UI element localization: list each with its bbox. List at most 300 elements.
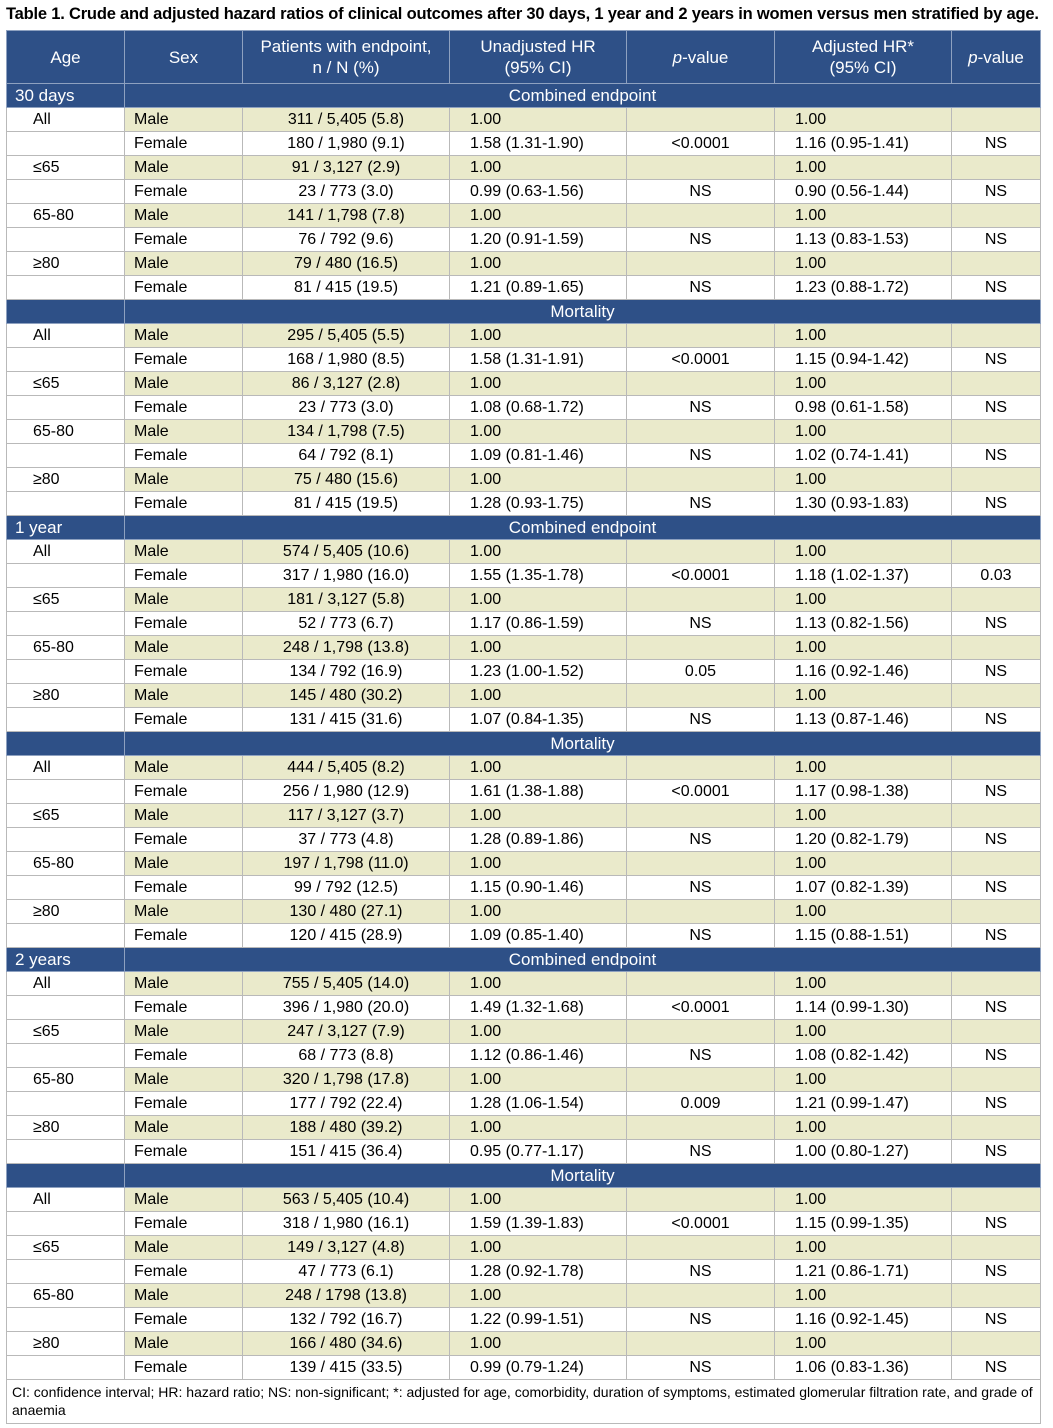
sex-cell: Female (125, 132, 243, 156)
age-cell (7, 492, 125, 516)
adjusted-pvalue-cell (952, 540, 1041, 564)
adjusted-pvalue-cell: NS (952, 876, 1041, 900)
age-cell: 65-80 (7, 1284, 125, 1308)
sex-cell: Male (125, 468, 243, 492)
unadjusted-hr-cell: 1.00 (450, 636, 627, 660)
patients-cell: 177 / 792 (22.4) (243, 1092, 450, 1116)
adjusted-hr-cell: 1.16 (0.92-1.45) (775, 1308, 952, 1332)
pvalue-cell (627, 420, 775, 444)
pvalue-cell: NS (627, 396, 775, 420)
age-cell (7, 612, 125, 636)
header-patients-line2: n / N (%) (312, 58, 380, 77)
adjusted-hr-cell: 1.16 (0.92-1.46) (775, 660, 952, 684)
patients-cell: 132 / 792 (16.7) (243, 1308, 450, 1332)
unadjusted-hr-cell: 1.00 (450, 804, 627, 828)
period-label: 2 years (7, 948, 125, 972)
sex-cell: Male (125, 204, 243, 228)
unadjusted-hr-cell: 1.00 (450, 1188, 627, 1212)
adjusted-pvalue-cell (952, 372, 1041, 396)
header-age: Age (7, 31, 125, 84)
adjusted-hr-cell: 1.15 (0.88-1.51) (775, 924, 952, 948)
pvalue-cell (627, 1068, 775, 1092)
header-adjusted-pvalue (952, 31, 1041, 84)
adjusted-pvalue-cell (952, 1284, 1041, 1308)
table-row (7, 900, 1041, 924)
header-adjusted-pvalue-italic: p (968, 47, 978, 67)
sex-cell: Female (125, 708, 243, 732)
age-cell: All (7, 972, 125, 996)
header-unadjusted-line2: (95% CI) (504, 58, 572, 77)
pvalue-cell (627, 684, 775, 708)
unadjusted-hr-cell: 1.12 (0.86-1.46) (450, 1044, 627, 1068)
adjusted-pvalue-cell (952, 1236, 1041, 1260)
table-row (7, 564, 1041, 588)
sex-cell: Female (125, 660, 243, 684)
patients-cell: 23 / 773 (3.0) (243, 396, 450, 420)
sex-cell: Female (125, 924, 243, 948)
sex-cell: Male (125, 756, 243, 780)
adjusted-hr-cell: 1.06 (0.83-1.36) (775, 1356, 952, 1380)
unadjusted-hr-cell: 1.20 (0.91-1.59) (450, 228, 627, 252)
pvalue-cell: NS (627, 1140, 775, 1164)
pvalue-cell (627, 636, 775, 660)
table-row (7, 828, 1041, 852)
adjusted-pvalue-cell (952, 972, 1041, 996)
pvalue-cell: NS (627, 1308, 775, 1332)
period-label (7, 1164, 125, 1188)
age-cell (7, 708, 125, 732)
pvalue-cell: NS (627, 708, 775, 732)
adjusted-pvalue-cell: NS (952, 780, 1041, 804)
pvalue-cell: <0.0001 (627, 1212, 775, 1236)
sex-cell: Female (125, 396, 243, 420)
patients-cell: 755 / 5,405 (14.0) (243, 972, 450, 996)
unadjusted-hr-cell: 1.22 (0.99-1.51) (450, 1308, 627, 1332)
pvalue-cell (627, 1332, 775, 1356)
sex-cell: Male (125, 372, 243, 396)
pvalue-cell (627, 1020, 775, 1044)
patients-cell: 320 / 1,798 (17.8) (243, 1068, 450, 1092)
pvalue-cell (627, 852, 775, 876)
pvalue-cell (627, 108, 775, 132)
unadjusted-hr-cell: 0.95 (0.77-1.17) (450, 1140, 627, 1164)
age-cell (7, 660, 125, 684)
header-sex: Sex (125, 31, 243, 84)
adjusted-hr-cell: 1.08 (0.82-1.42) (775, 1044, 952, 1068)
adjusted-hr-cell: 1.00 (775, 468, 952, 492)
age-cell: ≤65 (7, 1236, 125, 1260)
table-row (7, 660, 1041, 684)
adjusted-hr-cell: 1.00 (775, 1188, 952, 1212)
adjusted-pvalue-cell (952, 636, 1041, 660)
patients-cell: 149 / 3,127 (4.8) (243, 1236, 450, 1260)
table-row (7, 228, 1041, 252)
header-unadjusted-hr (450, 31, 627, 84)
patients-cell: 86 / 3,127 (2.8) (243, 372, 450, 396)
patients-cell: 130 / 480 (27.1) (243, 900, 450, 924)
pvalue-cell (627, 540, 775, 564)
unadjusted-hr-cell: 1.00 (450, 1068, 627, 1092)
table-row (7, 1068, 1041, 1092)
adjusted-hr-cell: 1.00 (775, 420, 952, 444)
age-cell: ≤65 (7, 156, 125, 180)
header-adjusted-line1: Adjusted HR* (811, 37, 915, 56)
adjusted-pvalue-cell: NS (952, 444, 1041, 468)
sex-cell: Female (125, 876, 243, 900)
pvalue-cell (627, 204, 775, 228)
table-row (7, 1044, 1041, 1068)
table-row (7, 1212, 1041, 1236)
table-caption: Table 1. Crude and adjusted hazard ratios of clinical outcomes after 30 days, 1 year and 2 years in women versus men stratified by age. (6, 5, 1039, 23)
adjusted-pvalue-cell: NS (952, 924, 1041, 948)
unadjusted-hr-cell: 1.21 (0.89-1.65) (450, 276, 627, 300)
header-row (7, 31, 1041, 84)
pvalue-cell: 0.05 (627, 660, 775, 684)
unadjusted-hr-cell: 1.59 (1.39-1.83) (450, 1212, 627, 1236)
table-row (7, 1332, 1041, 1356)
age-cell (7, 348, 125, 372)
pvalue-cell (627, 372, 775, 396)
age-cell (7, 1044, 125, 1068)
patients-cell: 81 / 415 (19.5) (243, 276, 450, 300)
pvalue-cell: NS (627, 228, 775, 252)
adjusted-hr-cell: 1.00 (775, 972, 952, 996)
sex-cell: Male (125, 1236, 243, 1260)
age-cell (7, 1308, 125, 1332)
period-label (7, 732, 125, 756)
unadjusted-hr-cell: 1.55 (1.35-1.78) (450, 564, 627, 588)
unadjusted-hr-cell: 1.00 (450, 972, 627, 996)
age-cell: 65-80 (7, 1068, 125, 1092)
adjusted-hr-cell: 1.07 (0.82-1.39) (775, 876, 952, 900)
patients-cell: 68 / 773 (8.8) (243, 1044, 450, 1068)
adjusted-pvalue-cell (952, 684, 1041, 708)
adjusted-pvalue-cell (952, 804, 1041, 828)
adjusted-pvalue-cell: NS (952, 396, 1041, 420)
age-cell: All (7, 324, 125, 348)
adjusted-pvalue-cell (952, 900, 1041, 924)
adjusted-hr-cell: 1.00 (775, 756, 952, 780)
period-label: 30 days (7, 84, 125, 108)
age-cell (7, 396, 125, 420)
sex-cell: Male (125, 1332, 243, 1356)
patients-cell: 248 / 1798 (13.8) (243, 1284, 450, 1308)
sex-cell: Male (125, 588, 243, 612)
unadjusted-hr-cell: 1.00 (450, 540, 627, 564)
table-row (7, 612, 1041, 636)
patients-cell: 256 / 1,980 (12.9) (243, 780, 450, 804)
age-cell: All (7, 108, 125, 132)
unadjusted-hr-cell: 1.61 (1.38-1.88) (450, 780, 627, 804)
table-row (7, 876, 1041, 900)
table-body (7, 84, 1041, 1380)
adjusted-hr-cell: 1.14 (0.99-1.30) (775, 996, 952, 1020)
pvalue-cell: NS (627, 492, 775, 516)
adjusted-pvalue-cell (952, 588, 1041, 612)
patients-cell: 37 / 773 (4.8) (243, 828, 450, 852)
age-cell: 65-80 (7, 420, 125, 444)
sex-cell: Male (125, 852, 243, 876)
adjusted-pvalue-cell: NS (952, 348, 1041, 372)
sex-cell: Male (125, 1188, 243, 1212)
adjusted-pvalue-cell (952, 1020, 1041, 1044)
pvalue-cell (627, 324, 775, 348)
pvalue-cell (627, 756, 775, 780)
table-row (7, 180, 1041, 204)
patients-cell: 318 / 1,980 (16.1) (243, 1212, 450, 1236)
patients-cell: 145 / 480 (30.2) (243, 684, 450, 708)
patients-cell: 574 / 5,405 (10.6) (243, 540, 450, 564)
header-adjusted-pvalue-rest: -value (977, 47, 1024, 67)
adjusted-hr-cell: 1.17 (0.98-1.38) (775, 780, 952, 804)
pvalue-cell: NS (627, 276, 775, 300)
table-row (7, 1020, 1041, 1044)
age-cell (7, 180, 125, 204)
patients-cell: 396 / 1,980 (20.0) (243, 996, 450, 1020)
patients-cell: 139 / 415 (33.5) (243, 1356, 450, 1380)
adjusted-pvalue-cell (952, 420, 1041, 444)
pvalue-cell (627, 900, 775, 924)
patients-cell: 180 / 1,980 (9.1) (243, 132, 450, 156)
sex-cell: Female (125, 228, 243, 252)
hazard-ratio-table (6, 30, 1041, 1380)
unadjusted-hr-cell: 1.00 (450, 1020, 627, 1044)
adjusted-hr-cell: 1.00 (775, 636, 952, 660)
pvalue-cell (627, 252, 775, 276)
unadjusted-hr-cell: 1.00 (450, 252, 627, 276)
sex-cell: Male (125, 1068, 243, 1092)
age-cell: ≥80 (7, 900, 125, 924)
sex-cell: Female (125, 1044, 243, 1068)
adjusted-pvalue-cell (952, 1068, 1041, 1092)
adjusted-pvalue-cell (952, 108, 1041, 132)
adjusted-pvalue-cell: NS (952, 276, 1041, 300)
endpoint-label: Mortality (125, 732, 1041, 756)
sex-cell: Male (125, 1284, 243, 1308)
age-cell (7, 1356, 125, 1380)
patients-cell: 52 / 773 (6.7) (243, 612, 450, 636)
pvalue-cell: <0.0001 (627, 132, 775, 156)
sex-cell: Male (125, 636, 243, 660)
pvalue-cell: NS (627, 1356, 775, 1380)
section-header-row (7, 300, 1041, 324)
pvalue-cell: NS (627, 1044, 775, 1068)
table-row (7, 1236, 1041, 1260)
age-cell (7, 276, 125, 300)
section-header-row (7, 1164, 1041, 1188)
table-row (7, 444, 1041, 468)
table-row (7, 1284, 1041, 1308)
table-row (7, 324, 1041, 348)
pvalue-cell: NS (627, 612, 775, 636)
age-cell: ≤65 (7, 588, 125, 612)
adjusted-pvalue-cell: 0.03 (952, 564, 1041, 588)
unadjusted-hr-cell: 1.00 (450, 108, 627, 132)
adjusted-pvalue-cell (952, 852, 1041, 876)
pvalue-cell: NS (627, 444, 775, 468)
adjusted-hr-cell: 1.00 (775, 1068, 952, 1092)
table-row (7, 1092, 1041, 1116)
patients-cell: 91 / 3,127 (2.9) (243, 156, 450, 180)
unadjusted-hr-cell: 1.28 (0.93-1.75) (450, 492, 627, 516)
table-figure (6, 0, 1046, 1424)
sex-cell: Female (125, 492, 243, 516)
unadjusted-hr-cell: 1.00 (450, 204, 627, 228)
adjusted-hr-cell: 1.00 (775, 588, 952, 612)
table-row (7, 156, 1041, 180)
adjusted-hr-cell: 1.13 (0.87-1.46) (775, 708, 952, 732)
pvalue-cell: <0.0001 (627, 564, 775, 588)
adjusted-pvalue-cell (952, 252, 1041, 276)
pvalue-cell (627, 1116, 775, 1140)
adjusted-hr-cell: 1.30 (0.93-1.83) (775, 492, 952, 516)
age-cell: ≤65 (7, 1020, 125, 1044)
age-cell: ≤65 (7, 804, 125, 828)
adjusted-pvalue-cell: NS (952, 1260, 1041, 1284)
adjusted-hr-cell: 1.00 (775, 1332, 952, 1356)
pvalue-cell: NS (627, 180, 775, 204)
adjusted-hr-cell: 1.00 (0.80-1.27) (775, 1140, 952, 1164)
pvalue-cell (627, 1236, 775, 1260)
adjusted-pvalue-cell: NS (952, 996, 1041, 1020)
sex-cell: Female (125, 564, 243, 588)
age-cell: ≥80 (7, 1332, 125, 1356)
patients-cell: 64 / 792 (8.1) (243, 444, 450, 468)
unadjusted-hr-cell: 1.17 (0.86-1.59) (450, 612, 627, 636)
pvalue-cell (627, 468, 775, 492)
sex-cell: Male (125, 684, 243, 708)
adjusted-hr-cell: 1.00 (775, 540, 952, 564)
endpoint-label: Mortality (125, 1164, 1041, 1188)
table-row (7, 132, 1041, 156)
age-cell (7, 1260, 125, 1284)
sex-cell: Male (125, 900, 243, 924)
endpoint-label: Mortality (125, 300, 1041, 324)
sex-cell: Female (125, 828, 243, 852)
section-header-row (7, 516, 1041, 540)
age-cell (7, 1212, 125, 1236)
sex-cell: Male (125, 156, 243, 180)
patients-cell: 181 / 3,127 (5.8) (243, 588, 450, 612)
patients-cell: 166 / 480 (34.6) (243, 1332, 450, 1356)
sex-cell: Male (125, 108, 243, 132)
table-row (7, 540, 1041, 564)
age-cell (7, 564, 125, 588)
unadjusted-hr-cell: 1.00 (450, 1116, 627, 1140)
age-cell: 65-80 (7, 204, 125, 228)
header-adjusted-line2: (95% CI) (829, 58, 897, 77)
age-cell (7, 996, 125, 1020)
patients-cell: 247 / 3,127 (7.9) (243, 1020, 450, 1044)
table-row (7, 756, 1041, 780)
pvalue-cell: NS (627, 924, 775, 948)
endpoint-label: Combined endpoint (125, 84, 1041, 108)
table-row (7, 492, 1041, 516)
adjusted-pvalue-cell (952, 204, 1041, 228)
age-cell (7, 1092, 125, 1116)
table-row (7, 924, 1041, 948)
unadjusted-hr-cell: 1.08 (0.68-1.72) (450, 396, 627, 420)
adjusted-hr-cell: 1.15 (0.94-1.42) (775, 348, 952, 372)
table-row (7, 708, 1041, 732)
unadjusted-hr-cell: 1.49 (1.32-1.68) (450, 996, 627, 1020)
adjusted-hr-cell: 0.98 (0.61-1.58) (775, 396, 952, 420)
table-row (7, 372, 1041, 396)
sex-cell: Male (125, 420, 243, 444)
table-row (7, 396, 1041, 420)
adjusted-pvalue-cell (952, 468, 1041, 492)
unadjusted-hr-cell: 1.00 (450, 684, 627, 708)
pvalue-cell (627, 1284, 775, 1308)
adjusted-hr-cell: 1.00 (775, 1284, 952, 1308)
adjusted-hr-cell: 1.21 (0.99-1.47) (775, 1092, 952, 1116)
age-cell (7, 924, 125, 948)
age-cell: All (7, 540, 125, 564)
adjusted-hr-cell: 1.15 (0.99-1.35) (775, 1212, 952, 1236)
adjusted-pvalue-cell: NS (952, 1356, 1041, 1380)
adjusted-hr-cell: 1.13 (0.82-1.56) (775, 612, 952, 636)
unadjusted-hr-cell: 1.09 (0.81-1.46) (450, 444, 627, 468)
adjusted-hr-cell: 1.13 (0.83-1.53) (775, 228, 952, 252)
unadjusted-hr-cell: 1.23 (1.00-1.52) (450, 660, 627, 684)
adjusted-pvalue-cell: NS (952, 228, 1041, 252)
adjusted-pvalue-cell (952, 756, 1041, 780)
unadjusted-hr-cell: 1.00 (450, 1284, 627, 1308)
sex-cell: Female (125, 1212, 243, 1236)
sex-cell: Male (125, 1116, 243, 1140)
unadjusted-hr-cell: 1.00 (450, 156, 627, 180)
table-row (7, 972, 1041, 996)
patients-cell: 75 / 480 (15.6) (243, 468, 450, 492)
patients-cell: 79 / 480 (16.5) (243, 252, 450, 276)
adjusted-hr-cell: 1.00 (775, 900, 952, 924)
unadjusted-hr-cell: 1.00 (450, 900, 627, 924)
table-row (7, 252, 1041, 276)
unadjusted-hr-cell: 1.15 (0.90-1.46) (450, 876, 627, 900)
unadjusted-hr-cell: 1.09 (0.85-1.40) (450, 924, 627, 948)
header-adjusted-hr (775, 31, 952, 84)
table-row (7, 108, 1041, 132)
header-unadjusted-line1: Unadjusted HR (480, 37, 596, 56)
pvalue-cell (627, 972, 775, 996)
age-cell (7, 1140, 125, 1164)
adjusted-hr-cell: 1.00 (775, 252, 952, 276)
pvalue-cell: NS (627, 1260, 775, 1284)
adjusted-pvalue-cell: NS (952, 828, 1041, 852)
age-cell: All (7, 756, 125, 780)
section-header-row (7, 732, 1041, 756)
patients-cell: 444 / 5,405 (8.2) (243, 756, 450, 780)
sex-cell: Female (125, 1308, 243, 1332)
age-cell: ≥80 (7, 1116, 125, 1140)
age-cell: 65-80 (7, 636, 125, 660)
adjusted-hr-cell: 1.00 (775, 1236, 952, 1260)
adjusted-pvalue-cell (952, 324, 1041, 348)
unadjusted-hr-cell: 1.00 (450, 588, 627, 612)
unadjusted-hr-cell: 1.00 (450, 1236, 627, 1260)
table-row (7, 780, 1041, 804)
adjusted-pvalue-cell: NS (952, 660, 1041, 684)
patients-cell: 134 / 792 (16.9) (243, 660, 450, 684)
table-row (7, 852, 1041, 876)
adjusted-hr-cell: 1.02 (0.74-1.41) (775, 444, 952, 468)
adjusted-hr-cell: 1.00 (775, 204, 952, 228)
sex-cell: Male (125, 1020, 243, 1044)
pvalue-cell (627, 588, 775, 612)
patients-cell: 47 / 773 (6.1) (243, 1260, 450, 1284)
table-row (7, 1140, 1041, 1164)
unadjusted-hr-cell: 1.58 (1.31-1.91) (450, 348, 627, 372)
